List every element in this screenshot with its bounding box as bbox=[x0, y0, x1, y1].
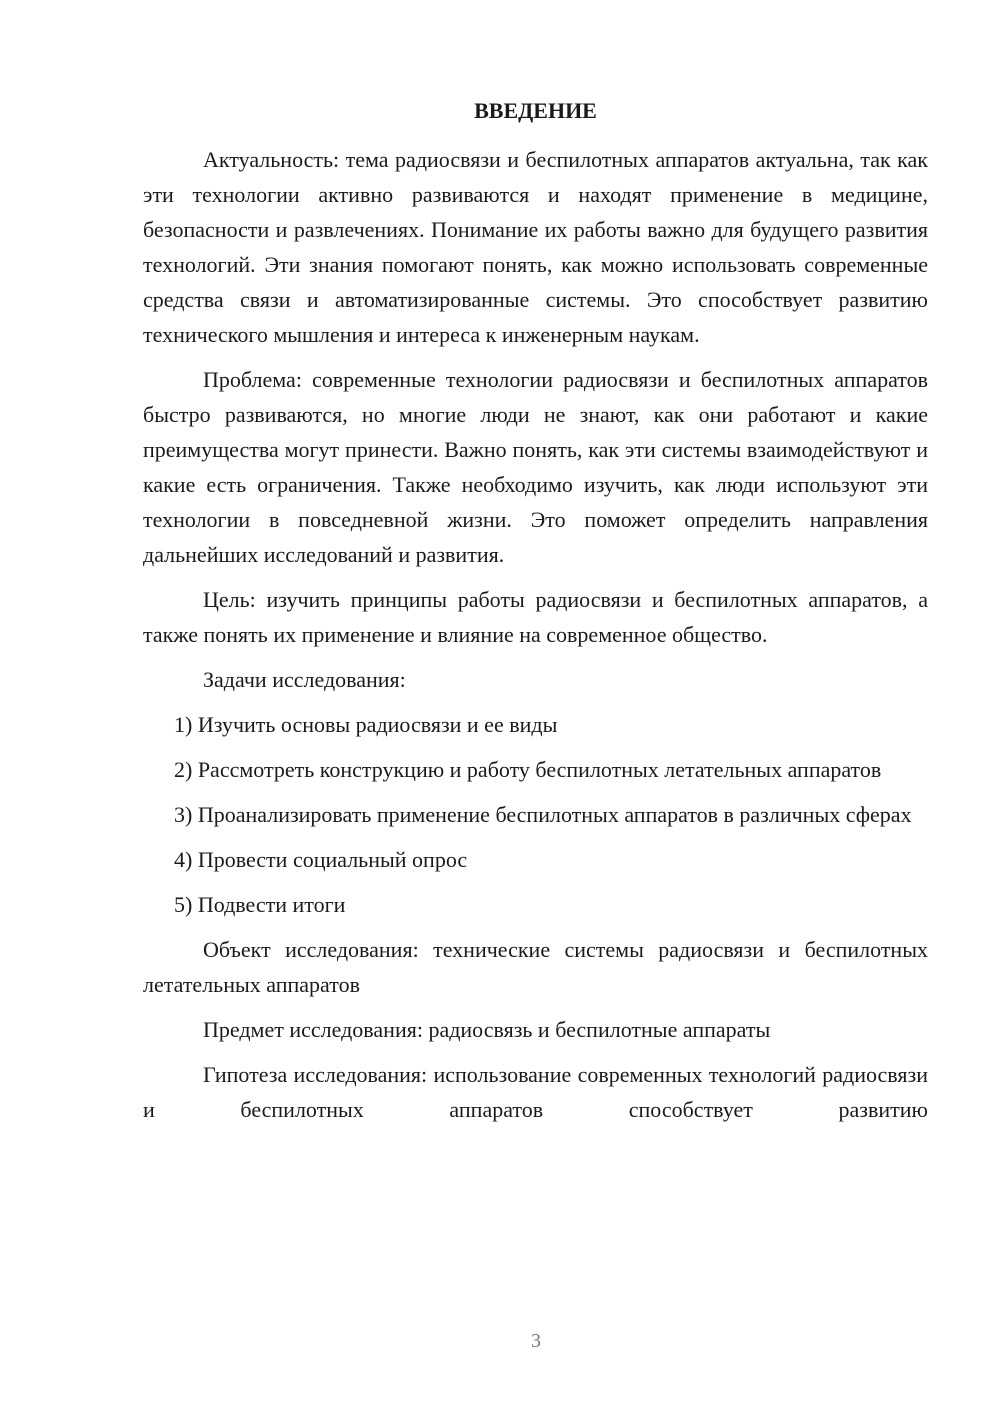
task-item-1: 1) Изучить основы радиосвязи и ее виды bbox=[174, 712, 558, 737]
problem-paragraph: Проблема: современные технологии радиосвязи и беспилотных аппаратов быстро развиваются, но многие люди не знают, как они работают и какие преимущества могут принести. Важно понять, как эти системы взаимодействуют и какие есть ограничения. Также необходимо изучить, как люди используют эти технологии в повседневной жизни. Это поможет определить направления дальнейших исследований и развития. bbox=[143, 367, 928, 567]
task-item-2: 2) Рассмотреть конструкцию и работу беспилотных летательных аппаратов bbox=[174, 757, 882, 782]
task-item-5: 5) Подвести итоги bbox=[174, 892, 346, 917]
document-page bbox=[143, 93, 928, 1127]
section-heading: ВВЕДЕНИЕ bbox=[474, 98, 597, 123]
relevance-paragraph: Актуальность: тема радиосвязи и беспилотных аппаратов актуальна, так как эти технологии активно развиваются и находят применение в медицине, безопасности и развлечениях. Понимание их работы важно для будущего развития технологий. Эти знания помогают понять, как можно использовать современные средства связи и автоматизированные системы. Это способствует развитию технического мышления и интереса к инженерным наукам. bbox=[143, 147, 928, 347]
tasks-title: Задачи исследования: bbox=[203, 667, 406, 692]
object-paragraph: Объект исследования: технические системы радиосвязи и беспилотных летательных аппаратов bbox=[143, 937, 928, 997]
page-number: 3 bbox=[531, 1330, 541, 1352]
subject-paragraph: Предмет исследования: радиосвязь и беспилотные аппараты bbox=[203, 1017, 771, 1042]
hypothesis-paragraph: Гипотеза исследования: использование современных технологий радиосвязи и беспилотных аппаратов способствует развитию bbox=[143, 1062, 928, 1122]
task-item-4: 4) Провести социальный опрос bbox=[174, 847, 468, 872]
task-item-3: 3) Проанализировать применение беспилотных аппаратов в различных сферах bbox=[174, 802, 912, 827]
goal-paragraph: Цель: изучить принципы работы радиосвязи и беспилотных аппаратов, а также понять их применение и влияние на современное общество. bbox=[143, 587, 928, 647]
